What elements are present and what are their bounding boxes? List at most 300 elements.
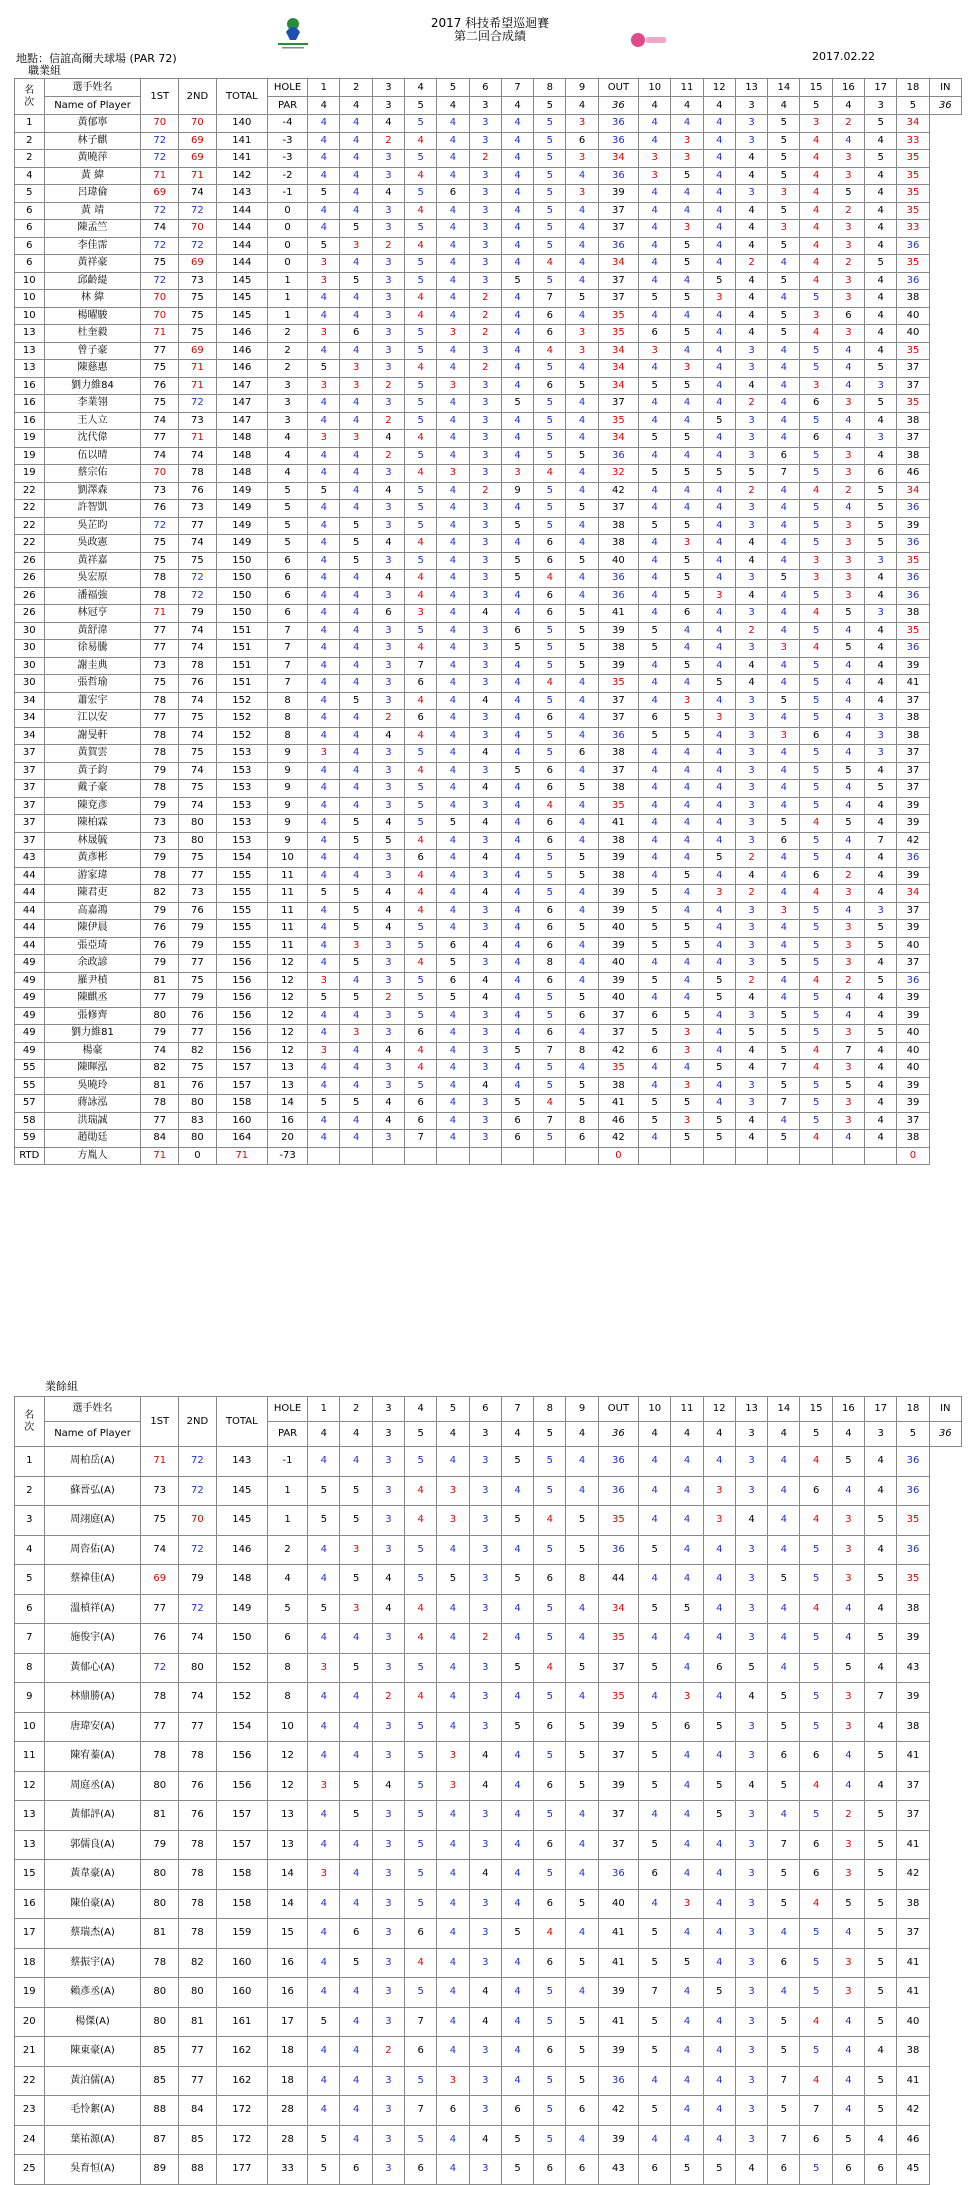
hole-score: 5 — [671, 727, 703, 745]
round2-score: 69 — [179, 132, 217, 150]
hole-score: 5 — [703, 1801, 735, 1831]
hole-score: 4 — [501, 1742, 533, 1772]
hole-score: 3 — [735, 2096, 767, 2126]
hole-score: 4 — [437, 237, 469, 255]
player-row — [15, 692, 962, 710]
hole-score: 5 — [405, 412, 437, 430]
hole-score: 4 — [308, 675, 340, 693]
hole-score: 4 — [865, 850, 897, 868]
hole-score: 4 — [566, 412, 598, 430]
hole-score: 3 — [469, 1535, 501, 1565]
hole-score: 4 — [703, 377, 735, 395]
hole-score: 4 — [501, 1683, 533, 1713]
to-par: 17 — [267, 2007, 307, 2037]
hole-score: 4 — [501, 342, 533, 360]
hole-score: 6 — [566, 745, 598, 763]
round2-score: 74 — [179, 727, 217, 745]
player-row — [15, 395, 962, 413]
in-score: 35 — [897, 1506, 929, 1536]
hole-score: 3 — [735, 1624, 767, 1654]
round1-score: 75 — [141, 255, 179, 273]
hole-score: 4 — [832, 132, 864, 150]
hole-score: 4 — [671, 640, 703, 658]
hole-score: 3 — [469, 832, 501, 850]
round1-score: 69 — [141, 1565, 179, 1595]
out-score: 40 — [598, 1889, 638, 1919]
player-name: 周庭丞(A) — [44, 1771, 141, 1801]
hole-score: 4 — [703, 395, 735, 413]
hole-score: 2 — [469, 307, 501, 325]
round2-score: 73 — [179, 885, 217, 903]
hole-score: 4 — [703, 797, 735, 815]
hole-score: 3 — [865, 710, 897, 728]
hole-score: 4 — [437, 412, 469, 430]
round1-score: 71 — [141, 605, 179, 623]
hole-score: 5 — [639, 2096, 671, 2126]
hole-score: 5 — [405, 990, 437, 1008]
round1-score: 77 — [141, 1594, 179, 1624]
hole-score: 3 — [703, 290, 735, 308]
hole-score: 4 — [437, 1594, 469, 1624]
hole-score: 4 — [832, 622, 864, 640]
total-score: 157 — [216, 1801, 267, 1831]
out-score: 34 — [598, 360, 638, 378]
hole-score: 6 — [534, 920, 566, 938]
hole-score: 5 — [800, 850, 832, 868]
hole-score: 5 — [703, 1060, 735, 1078]
rank: 49 — [15, 955, 45, 973]
in-score: 39 — [897, 1077, 929, 1095]
hole-score: 4 — [340, 290, 372, 308]
hole-score: 5 — [501, 1565, 533, 1595]
round1-score: 79 — [141, 762, 179, 780]
hole-score: 4 — [501, 167, 533, 185]
hole-score: 5 — [865, 1889, 897, 1919]
player-row — [15, 850, 962, 868]
hole-score: 5 — [865, 2066, 897, 2096]
hole-score: 4 — [639, 185, 671, 203]
hole-score: 4 — [832, 430, 864, 448]
player-row — [15, 955, 962, 973]
hole-header: HOLE — [267, 79, 307, 97]
hole-number: 4 — [405, 79, 437, 97]
out-score: 39 — [598, 622, 638, 640]
player-name: 黃郁評(A) — [44, 1801, 141, 1831]
round2-score: 70 — [179, 220, 217, 238]
hole-score: 3 — [768, 220, 800, 238]
hole-score: 4 — [703, 2125, 735, 2155]
to-par: 3 — [267, 412, 307, 430]
hole-score: 3 — [639, 342, 671, 360]
hole-score: 4 — [768, 920, 800, 938]
hole-par: 5 — [405, 1422, 437, 1447]
hole-score: 6 — [405, 675, 437, 693]
total-score: 152 — [216, 1683, 267, 1713]
out-score: 37 — [598, 395, 638, 413]
hole-score: 5 — [639, 622, 671, 640]
hole-score: 4 — [469, 850, 501, 868]
to-par: 28 — [267, 2125, 307, 2155]
hole-score: 4 — [865, 657, 897, 675]
rank: 57 — [15, 1095, 45, 1113]
hole-score: 5 — [639, 465, 671, 483]
hole-score: 4 — [566, 307, 598, 325]
total-score: 160 — [216, 1978, 267, 2008]
round1-score: 72 — [141, 202, 179, 220]
hole-score: 4 — [501, 307, 533, 325]
hole-score: 2 — [469, 325, 501, 343]
hole-score: 3 — [735, 115, 767, 133]
hole-score: 3 — [832, 1565, 864, 1595]
hole-score: 6 — [534, 1889, 566, 1919]
hole-score: 4 — [566, 832, 598, 850]
hole-score: 4 — [308, 1742, 340, 1772]
player-name: 陳孟竺 — [44, 220, 141, 238]
hole-score: 4 — [703, 1095, 735, 1113]
hole-score: 6 — [534, 1025, 566, 1043]
hole-score: 4 — [832, 2007, 864, 2037]
round2-score: 75 — [179, 552, 217, 570]
hole-score: 3 — [735, 447, 767, 465]
hole-score: 5 — [671, 517, 703, 535]
player-name: 施俊宇(A) — [44, 1624, 141, 1654]
player-name: 張修齊 — [44, 1007, 141, 1025]
hole-score: 4 — [800, 1042, 832, 1060]
player-name: 賴彥丞(A) — [44, 1978, 141, 2008]
hole-score: 6 — [501, 1112, 533, 1130]
hole-score: 5 — [639, 430, 671, 448]
out-score: 0 — [598, 1147, 638, 1165]
hole-score: 5 — [534, 482, 566, 500]
hole-score: 2 — [469, 360, 501, 378]
hole-score: 3 — [703, 1476, 735, 1506]
hole-score: 4 — [671, 797, 703, 815]
player-row — [15, 115, 962, 133]
rank: 16 — [15, 1889, 45, 1919]
total-score: 148 — [216, 430, 267, 448]
out-score: 36 — [598, 447, 638, 465]
round2-score: 72 — [179, 202, 217, 220]
hole-score: 5 — [372, 832, 404, 850]
hole-score: 2 — [469, 150, 501, 168]
hole-score: 3 — [372, 622, 404, 640]
hole-score: 3 — [735, 517, 767, 535]
out-score: 37 — [598, 1025, 638, 1043]
hole-score: 5 — [639, 1742, 671, 1772]
hole-number: 10 — [639, 79, 671, 97]
hole-score: 3 — [671, 1042, 703, 1060]
hole-number: 8 — [534, 79, 566, 97]
hole-score: 5 — [340, 1095, 372, 1113]
hole-score: 5 — [703, 675, 735, 693]
to-par: 9 — [267, 832, 307, 850]
player-name: 吳芷昀 — [44, 517, 141, 535]
hole-score: 4 — [865, 797, 897, 815]
to-par: 20 — [267, 1130, 307, 1148]
hole-score: 3 — [469, 1801, 501, 1831]
hole-score: 7 — [405, 1130, 437, 1148]
hole-score: 3 — [735, 1742, 767, 1772]
hole-par: 3 — [865, 97, 897, 115]
hole-score: 3 — [340, 937, 372, 955]
hole-score: 5 — [566, 1771, 598, 1801]
rank: 44 — [15, 902, 45, 920]
hole-number: 2 — [340, 79, 372, 97]
hole-score: 4 — [703, 482, 735, 500]
sponsor-logo — [628, 30, 668, 50]
hole-score: 4 — [703, 220, 735, 238]
hole-score: 4 — [501, 1860, 533, 1890]
hole-score: 5 — [308, 1095, 340, 1113]
hole-score: 4 — [534, 797, 566, 815]
hole-score: 5 — [865, 482, 897, 500]
hole-score: 5 — [534, 850, 566, 868]
rank: 6 — [15, 1594, 45, 1624]
hole-score: 3 — [832, 465, 864, 483]
out-score: 34 — [598, 377, 638, 395]
hole-score: 4 — [437, 727, 469, 745]
hole-score: 6 — [534, 325, 566, 343]
hole-score: 5 — [566, 867, 598, 885]
player-row — [15, 1594, 962, 1624]
out-score: 37 — [598, 202, 638, 220]
hole-score: 6 — [800, 727, 832, 745]
total-score: 150 — [216, 1624, 267, 1654]
hole-score: 4 — [735, 1130, 767, 1148]
hole-score — [639, 1147, 671, 1165]
round2-score: 85 — [179, 2125, 217, 2155]
hole-score: 3 — [469, 1594, 501, 1624]
round2-score: 73 — [179, 272, 217, 290]
hole-score: 5 — [865, 150, 897, 168]
hole-score: 3 — [405, 605, 437, 623]
hole-score: 5 — [865, 500, 897, 518]
hole-score: 4 — [437, 430, 469, 448]
hole-score: 3 — [340, 1594, 372, 1624]
hole-score: 4 — [469, 1077, 501, 1095]
rank: 34 — [15, 727, 45, 745]
hole-score: 4 — [768, 797, 800, 815]
total-score: 153 — [216, 832, 267, 850]
total-score: 156 — [216, 1042, 267, 1060]
to-par: -73 — [267, 1147, 307, 1165]
hole-score: 6 — [566, 2096, 598, 2126]
rank: 22 — [15, 500, 45, 518]
round1-score: 72 — [141, 150, 179, 168]
hole-score: 5 — [405, 1860, 437, 1890]
rank: RTD — [15, 1147, 45, 1165]
hole-score: 7 — [534, 290, 566, 308]
hole-score: 4 — [639, 570, 671, 588]
hole-score: 5 — [768, 1565, 800, 1595]
hole-score: 3 — [469, 1130, 501, 1148]
out-score: 36 — [598, 587, 638, 605]
hole-score: 4 — [437, 150, 469, 168]
round1-score: 75 — [141, 675, 179, 693]
player-name: 杜奎毅 — [44, 325, 141, 343]
hole-score: 4 — [768, 1594, 800, 1624]
player-row — [15, 780, 962, 798]
rank: 13 — [15, 342, 45, 360]
out-score: 39 — [598, 885, 638, 903]
hole-score: 4 — [671, 202, 703, 220]
hole-score: 4 — [865, 867, 897, 885]
hole-score: 5 — [534, 692, 566, 710]
rank: 1 — [15, 115, 45, 133]
round1-score: 78 — [141, 587, 179, 605]
in-score: 35 — [897, 150, 929, 168]
hole-score: 4 — [735, 1042, 767, 1060]
hole-score: 5 — [832, 605, 864, 623]
hole-score: 4 — [671, 1919, 703, 1949]
hole-score: 3 — [735, 1095, 767, 1113]
total-score: 71 — [216, 1147, 267, 1165]
round2-score: 73 — [179, 500, 217, 518]
hole-score: 3 — [832, 1978, 864, 2008]
hole-score: 4 — [639, 552, 671, 570]
rank: 13 — [15, 1801, 45, 1831]
hole-score: 4 — [501, 1025, 533, 1043]
player-name: 高嘉鴻 — [44, 902, 141, 920]
out-score: 37 — [598, 762, 638, 780]
hole-score: 4 — [703, 307, 735, 325]
out-score: 40 — [598, 552, 638, 570]
hole-score: 4 — [405, 430, 437, 448]
hole-score: 3 — [372, 1535, 404, 1565]
hole-score: 4 — [308, 202, 340, 220]
hole-score: 5 — [308, 2125, 340, 2155]
total-score: 155 — [216, 885, 267, 903]
hole-score: 3 — [469, 955, 501, 973]
hole-score: 3 — [832, 1535, 864, 1565]
hole-score: 4 — [735, 307, 767, 325]
total-score: 161 — [216, 2007, 267, 2037]
hole-score: 5 — [566, 1653, 598, 1683]
hole-score: 4 — [865, 412, 897, 430]
hole-score: 3 — [340, 430, 372, 448]
to-par: 0 — [267, 202, 307, 220]
hole-score: 2 — [832, 972, 864, 990]
out-score: 35 — [598, 797, 638, 815]
round2-score: 82 — [179, 1042, 217, 1060]
hole-score: 4 — [671, 1771, 703, 1801]
hole-number: 15 — [800, 1397, 832, 1422]
player-name: 沈代偉 — [44, 430, 141, 448]
round1-score: 76 — [141, 937, 179, 955]
hole-score: 4 — [437, 517, 469, 535]
hole-score: 3 — [308, 325, 340, 343]
hole-score: 4 — [832, 902, 864, 920]
hole-score: 3 — [469, 1712, 501, 1742]
hole-par: 5 — [897, 1422, 929, 1447]
round2-score: 74 — [179, 622, 217, 640]
hole-score: 3 — [372, 167, 404, 185]
player-row — [15, 1919, 962, 1949]
rank: 37 — [15, 780, 45, 798]
rank: 16 — [15, 377, 45, 395]
out-score: 37 — [598, 290, 638, 308]
hole-score: 4 — [832, 377, 864, 395]
hole-score: 4 — [832, 1771, 864, 1801]
in-score: 41 — [897, 1830, 929, 1860]
hole-score: 4 — [703, 937, 735, 955]
hole-score: 4 — [639, 272, 671, 290]
hole-score: 4 — [405, 1683, 437, 1713]
hole-score: 5 — [501, 2125, 533, 2155]
hole-score: 4 — [534, 675, 566, 693]
player-row — [15, 1447, 962, 1477]
hole-score: 5 — [671, 1594, 703, 1624]
round1-score: 80 — [141, 1007, 179, 1025]
round2-header: 2ND — [179, 1397, 217, 1447]
hole-score: 6 — [437, 972, 469, 990]
hole-score: 5 — [800, 2155, 832, 2185]
hole-score: 3 — [372, 797, 404, 815]
hole-score: 5 — [703, 990, 735, 1008]
out-score: 38 — [598, 640, 638, 658]
round2-score: 70 — [179, 115, 217, 133]
hole-score: 3 — [832, 1060, 864, 1078]
hole-score: 3 — [735, 710, 767, 728]
hole-score: 4 — [703, 1007, 735, 1025]
hole-score: 4 — [340, 622, 372, 640]
par-in: 36 — [929, 1422, 961, 1447]
hole-score: 3 — [469, 902, 501, 920]
hole-score: 2 — [735, 622, 767, 640]
hole-score: 5 — [671, 290, 703, 308]
hole-score: 4 — [703, 1860, 735, 1890]
hole-score: 3 — [308, 255, 340, 273]
hole-score: 4 — [671, 1476, 703, 1506]
hole-par: 4 — [340, 1422, 372, 1447]
round1-score: 80 — [141, 1771, 179, 1801]
hole-score: 5 — [671, 167, 703, 185]
hole-score: 5 — [768, 150, 800, 168]
player-name: 陳東豪(A) — [44, 2037, 141, 2067]
hole-score: 4 — [566, 1830, 598, 1860]
rank: 26 — [15, 552, 45, 570]
round2-score: 83 — [179, 1112, 217, 1130]
hole-score: 4 — [340, 255, 372, 273]
player-name: 陳君吏 — [44, 885, 141, 903]
hole-score: 5 — [671, 465, 703, 483]
hole-score: 4 — [566, 1594, 598, 1624]
out-score: 37 — [598, 1742, 638, 1772]
hole-score: 3 — [372, 1919, 404, 1949]
to-par: 2 — [267, 360, 307, 378]
to-par: 1 — [267, 272, 307, 290]
hole-score: 4 — [800, 640, 832, 658]
hole-score: 4 — [865, 185, 897, 203]
hole-par: 4 — [437, 97, 469, 115]
round2-score: 71 — [179, 377, 217, 395]
hole-score: 4 — [566, 727, 598, 745]
rank: 49 — [15, 1007, 45, 1025]
to-par: 16 — [267, 1948, 307, 1978]
round1-score: 75 — [141, 360, 179, 378]
round1-score: 79 — [141, 955, 179, 973]
hole-number: 6 — [469, 79, 501, 97]
out-score: 39 — [598, 972, 638, 990]
hole-score: 4 — [639, 815, 671, 833]
hole-score: 2 — [735, 850, 767, 868]
hole-score: 5 — [405, 1742, 437, 1772]
hole-score: 5 — [639, 1594, 671, 1624]
hole-score: 4 — [501, 237, 533, 255]
player-name: 蔡褘佳(A) — [44, 1565, 141, 1595]
hole-score: 4 — [437, 535, 469, 553]
to-par: 5 — [267, 517, 307, 535]
